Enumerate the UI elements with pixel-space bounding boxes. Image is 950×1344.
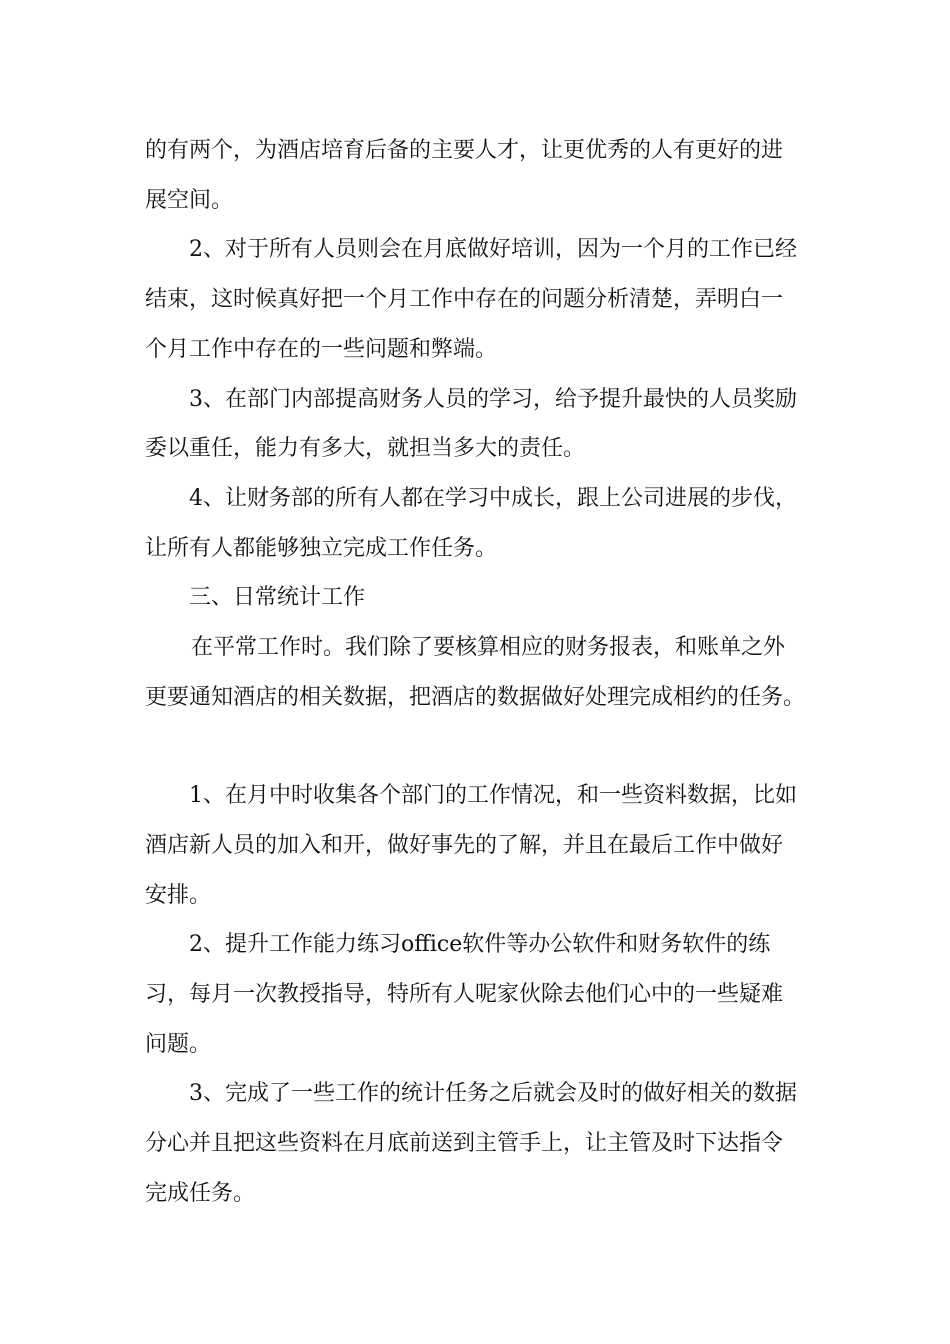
text-line: 安排。 bbox=[145, 883, 212, 908]
text-line: 展空间。 bbox=[145, 188, 234, 213]
text-line: 在平常工作时。我们除了要核算相应的财务报表，和账单之外 bbox=[191, 635, 786, 660]
text-line: 3、完成了一些工作的统计任务之后就会及时的做好相关的数据 bbox=[189, 1081, 797, 1106]
text-line: 3、在部门内部提高财务人员的学习，给予提升最快的人员奖励 bbox=[189, 387, 797, 412]
text-line: 2、对于所有人员则会在月底做好培训，因为一个月的工作已经 bbox=[189, 237, 797, 262]
text-line: 个月工作中存在的一些问题和弊端。 bbox=[145, 337, 498, 362]
text-line: 的有两个，为酒店培育后备的主要人才，让更优秀的人有更好的进 bbox=[145, 138, 784, 163]
section-heading: 三、日常统计工作 bbox=[189, 585, 366, 610]
text-line: 1、在月中时收集各个部门的工作情况，和一些资料数据，比如 bbox=[189, 783, 797, 808]
text-line: 更要通知酒店的相关数据，把酒店的数据做好处理完成相约的任务。 bbox=[145, 685, 806, 710]
text-line: 4、让财务部的所有人都在学习中成长，跟上公司进展的步伐， bbox=[189, 486, 797, 511]
text-line: 2、提升工作能力练习office软件等办公软件和财务软件的练 bbox=[189, 932, 771, 957]
text-line: 问题。 bbox=[145, 1032, 212, 1057]
text-line: 酒店新人员的加入和开，做好事先的了解，并且在最后工作中做好 bbox=[145, 833, 784, 858]
text-line: 完成任务。 bbox=[145, 1181, 256, 1206]
text-line: 习，每月一次教授指导，特所有人呢家伙除去他们心中的一些疑难 bbox=[145, 982, 784, 1007]
text-line: 分心并且把这些资料在月底前送到主管手上，让主管及时下达指令 bbox=[145, 1131, 784, 1156]
text-line: 让所有人都能够独立完成工作任务。 bbox=[145, 536, 498, 561]
text-line: 结束，这时候真好把一个月工作中存在的问题分析清楚，弄明白一 bbox=[145, 287, 784, 312]
text-line: 委以重任，能力有多大，就担当多大的责任。 bbox=[145, 436, 586, 461]
